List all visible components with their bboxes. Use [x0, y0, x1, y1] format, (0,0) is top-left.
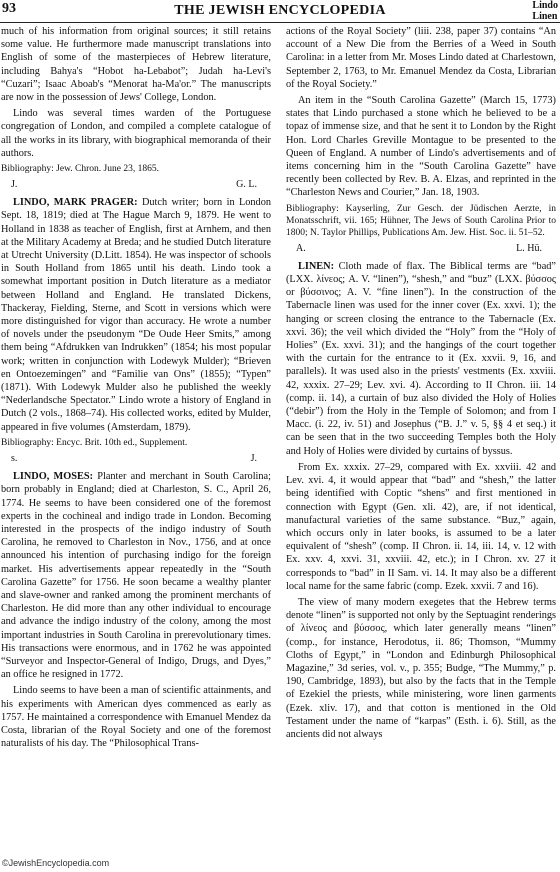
- left-column: [1, 25, 271, 857]
- bibliography: Bibliography: Jew. Chron. June 23, 1865.: [1, 164, 159, 175]
- signature-line: [286, 242, 556, 255]
- body-paragraph: actions of the Royal Society” (liii. 238, paper 37) contains “An account of a New Die from the Berries of a Weed in South Carolina: in a letter from Mr. Moses Lindo dated at Charlestown, September 2, 1763, to Mr. Emanuel Mendez da Costa, Librarian of the Royal Society.”: [286, 26, 556, 90]
- signature-left: A.: [296, 242, 306, 254]
- page-title: THE JEWISH ENCYCLOPEDIA: [174, 3, 386, 18]
- entry-text: Dutch writer; born in London Sept. 18, 1819; died at The Hague March 9, 1879. He went to Holland in 1838 as teacher of English, first at Arnhem, and then at the Military Academy at Breda; and he studied Dutch literature at Utrecht University (D.Litt. 1854). He was inspector of schools in South Holland from 1865 until his death. Lindo took a somewhat important position in Dutch literature as a mediator between Holland and England. He translated Dickens, Thackeray, Fielding, Sterne, and Scott in versions which were more distinguished for vigor than accuracy. He wrote a number of novels under the pseudonym “De Oude Heer Smits,” among them being “Afdrukken van Indrukken” (1854; his most popular work; written in conjunction with Lodewyk Mulder); “Brieven en Ontoezemingen” and “Familie van Ons” (1855); “Typen” (1871). With Lodewyk Mulder also he published the weekly “Nederlandsche Spectator.” Lindo wrote a history of England in Dutch (2 vols., 1868–74). His collected works, edited by Mulder, appeared in five volumes (Amsterdam, 1879).: [1, 197, 271, 433]
- footer-credit: ©JewishEncyclopedia.com: [2, 858, 110, 868]
- page-header: [0, 0, 560, 22]
- signature-right: L. Hü.: [516, 242, 542, 254]
- body-paragraph: From Ex. xxxix. 27–29, compared with Ex. xxviii. 42 and Lev. xvi. 4, it would appear that “bad” and “shesh,” the latter being identified with Coptic “shens” and first mentioned in connection with Egypt (Gen. xli. 42), are, if not identical, manufactural varieties of the same substance. “Buz,” again, which occurs only in later books, is assumed to be a later equivalent of “shesh” (comp. II Chron. ii. 14, iii. 14, v. 12 with Ex. xxv. 4, xxvi. 31, xxviii. 42, etc.); in I Chron. xv. 27 it corresponds to “bad” in II Sam. vi. 14. It may also be a different local name for the same fabric (comp. Ezek. xxvii. 7 and 16).: [286, 461, 556, 592]
- running-head-first: Lindo: [532, 0, 558, 11]
- body-paragraph: Lindo seems to have been a man of scientific attainments, and his experiments with American dyes commenced as early as 1757. He maintained a correspondence with Emanuel Mendez da Costa, librarian of the Royal Society and one of the foremost naturalists of his day. The “Philosophical Trans-: [1, 685, 271, 750]
- signature-left: s.: [11, 452, 18, 464]
- signature-left: J.: [11, 179, 18, 191]
- entry-paragraph: [1, 470, 271, 681]
- signature-line: [1, 178, 271, 191]
- running-head-last: Linen: [532, 11, 558, 22]
- entry-heading: LINDO, MOSES:: [13, 471, 94, 483]
- right-column: [286, 25, 556, 857]
- bibliography: Bibliography: Encyc. Brit. 10th ed., Supplement.: [1, 437, 188, 448]
- body-paragraph: Lindo was several times warden of the Portuguese congregation of London, and compiled a complete catalogue of all the works in its library, with biographical memoranda of their authors.: [1, 108, 271, 159]
- entry-paragraph: [286, 260, 556, 458]
- entry-heading: LINDO, MARK PRAGER:: [13, 197, 138, 209]
- entry-paragraph: [1, 196, 271, 434]
- signature-line: [1, 452, 271, 465]
- header-rule: [0, 22, 560, 23]
- entry-text: Cloth made of flax. The Biblical terms are “bad” (LXX. λίνεος; A. V. “linen”), “shesh,” and “buz” (LXX. βύσσος or βύσσινος; A. V. “fine linen”). In the construction of the Tabernacle linen was used for the inner cover (Ex. xxvi. 1); the hanging or screen closing the entrance to the Tabernacle (Ex. xxvi. 36); the veil which divided the “Holy” from the “Holy of Holies” (Ex. xxvi. 31); and the hangings of the court together with the curtain for the entrance to it (Ex. xxvii. 9, 16, and parallels). It was used also in the priests' vestments (Ex. xxviii. 42, xxxix. 27–29; Lev. xvi. 4). According to II Chron. iii. 14 (comp. ii. 14), a curtain of buz also divided the Holy of Holies (“debir”) from the Holy in the Temple of Solomon; and from I Macc. (i. 22, iv. 51) and Josephus (“B. J.” v. 5, §§ 4 et seq.) it can be seen that in the two succeeding Temples both the Holy and Holy of Holies were divided by curtains of byssus.: [286, 260, 556, 457]
- body-paragraph: The view of many modern exegetes that the Hebrew terms denote “linen” is supported not only by the Septuagint renderings of λίνεος and βύσσος, which later generally means “linen” (comp., for instance, Herodotus, ii. 86; Thomson, “Mummy Cloths of Egypt,” in “London and Edinburgh Philosophical Magazine,” 3d series, vol. v., p. 355; Budge, “The Mummy,” p. 190, Cambridge, 1893), but also by the facts that in the Temple of Ezekiel the priests, while ministering, wore linen garments (Ezek. xliv. 17), and that cotton is mentioned in the Old Testament under the name of “karpas” (Esth. i. 6). Still, as the ancients did not always: [286, 596, 556, 740]
- body-paragraph: An item in the “South Carolina Gazette” (March 15, 1773) states that Lindo purchased a stone which he believed to be a topaz of immense size, and that he sent it to London by the Right Hon. Lord Charles Greville Montague to be presented to the Queen of England. A number of Lindo's advertisements and of items concerning him in the “South Carolina Gazette” have recently been collected by Rev. B. A. Elzas, and reprinted in the “Charleston News and Courier,” Jan. 18, 1903.: [286, 95, 556, 199]
- page-number: 93: [2, 1, 16, 16]
- entry-text: Planter and merchant in South Carolina; born probably in England; died at Charleston, S. C., April 26, 1774. He seems to have been considered one of the foremost experts in the cochineal and indigo trade in London. Becoming interested in the prospects of the indigo industry of South Carolina, he removed to Charleston in Nov., 1756, and at once announced his intention of purchasing indigo for the foreign market. His advertisements appear repeatedly in the “South Carolina Gazette” for 1756. He soon became a wealthy planter and slave-owner and ranked among the prominent merchants of Charleston. He did more than any other individual to encourage and advance the indigo industry of the colony, among the most important industries in South Carolina in prerevolutionary times. His transactions were enormous, and in 1762 he was appointed “Surveyor and Inspector-General of Indigo, Drugs, and Dyes,” an office he resigned in 1772.: [1, 471, 271, 681]
- body-paragraph: much of his information from original sources; it still retains some value. He furthermore made manuscript translations into English of some of the masterpieces of Hebrew literature, including Bahya's “Hobot ha-Lebabot”; Judah ha-Levi's “Cuzari”; Isaac Aboab's “Menorat ha-Ma'or.” The manuscripts are now in the possession of Jews' College, London.: [1, 26, 271, 104]
- signature-right: G. L.: [236, 179, 257, 191]
- running-head: [532, 0, 558, 22]
- bibliography: Bibliography: Kayserling, Zur Gesch. der Jüdischen Aerzte, in Monatsschrift, vii. 165; Hühner, The Jews of South Carolina Prior to 1800; N. Taylor Phillips, Publications Am. Jew. Hist. Soc. ii. 51–52.: [286, 203, 556, 238]
- entry-heading: LINEN:: [298, 260, 335, 272]
- signature-right: J.: [250, 452, 257, 464]
